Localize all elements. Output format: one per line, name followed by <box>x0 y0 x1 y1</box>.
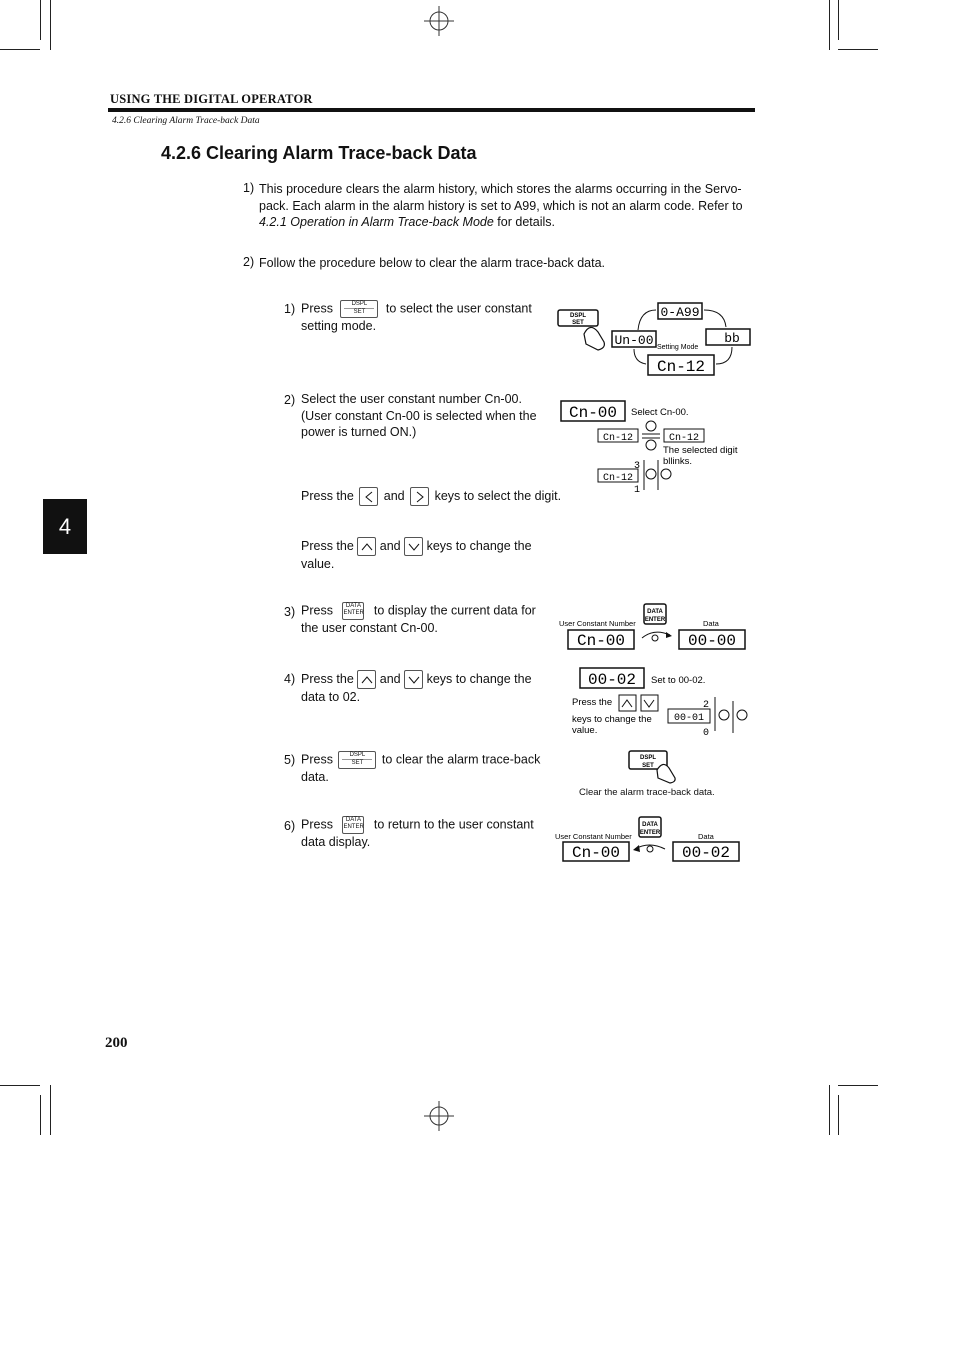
step-number: 5) <box>284 753 296 767</box>
figure-caption: Set to 00-02. <box>651 675 706 686</box>
step-number: 3) <box>284 605 296 619</box>
header-rule <box>108 108 755 112</box>
key-label: DATA <box>345 817 361 823</box>
text-line: data display. <box>301 835 371 849</box>
text: to display the current data for <box>373 603 536 618</box>
display-value: Cn-00 <box>568 404 618 422</box>
figure-caption: Press the <box>572 697 613 708</box>
key-label: DSPL <box>349 752 366 758</box>
crop-mark <box>838 1095 839 1135</box>
intro-number: 2) <box>243 255 255 269</box>
step-5-text <box>301 751 541 786</box>
text-line: setting mode. <box>301 319 377 333</box>
figure-label: Data <box>698 832 714 841</box>
key-label: DSPL <box>569 313 587 319</box>
display-value: Cn-00 <box>571 844 621 862</box>
display-value: Cn-12 <box>602 433 634 444</box>
figure-label: User Constant Number <box>555 832 632 841</box>
figure-caption: The selected digit <box>663 445 738 456</box>
figure-caption: bllinks. <box>663 456 693 467</box>
display-value: Cn-12 <box>656 358 706 376</box>
down-arrow-key-icon <box>404 670 423 689</box>
key-label: SET <box>642 763 654 769</box>
intro-number: 1) <box>243 181 255 195</box>
display-value: Cn-12 <box>602 473 634 484</box>
step-2a-text <box>301 487 561 506</box>
key-label: DATA <box>642 822 658 828</box>
dspl-set-key <box>338 751 376 769</box>
text-line: This procedure clears the alarm history, which stores the alarms occurring in the Servo- <box>259 182 742 196</box>
text: Press <box>301 603 333 618</box>
digit-down: 0 <box>703 728 710 737</box>
step-2-text <box>301 391 541 441</box>
figure-press-dspl <box>625 748 685 784</box>
registration-mark <box>424 1101 454 1131</box>
key-label: ENTER <box>639 830 661 836</box>
data-enter-key <box>342 602 364 620</box>
text: and <box>383 488 405 503</box>
figure-display-data <box>556 602 751 652</box>
text-tail: for details. <box>493 215 555 229</box>
text: to return to the user constant <box>373 817 534 832</box>
step-1-text <box>301 300 541 335</box>
digit-up: 3 <box>634 461 641 472</box>
figure-caption: keys to change the <box>572 714 652 725</box>
text-line <box>259 214 759 231</box>
figure-caption: Setting Mode <box>657 344 699 351</box>
crop-mark <box>829 0 830 50</box>
display-value: 00-00 <box>687 632 737 650</box>
data-enter-key <box>342 816 364 834</box>
crop-mark <box>50 0 51 50</box>
intro-paragraph-1 <box>259 181 759 231</box>
crop-mark <box>838 1085 878 1086</box>
display-value: 0-A99 <box>660 305 700 320</box>
cross-reference: 4.2.1 Operation in Alarm Trace-back Mode <box>259 215 494 229</box>
text-line: (User constant Cn-00 is selected when the <box>301 408 537 423</box>
text: and <box>379 538 401 553</box>
up-arrow-key-icon <box>357 670 376 689</box>
crop-mark <box>50 1085 51 1135</box>
down-arrow-key-icon <box>404 537 423 556</box>
right-arrow-key-icon <box>410 487 429 506</box>
display-value: 00-01 <box>673 713 705 724</box>
crop-mark <box>40 1095 41 1135</box>
text-line: data. <box>301 770 329 784</box>
figure-return-display <box>553 815 748 865</box>
key-label: DATA <box>345 603 361 609</box>
section-title: 4.2.6 Clearing Alarm Trace-back Data <box>161 143 477 163</box>
left-arrow-key-icon <box>359 487 378 506</box>
dspl-set-key <box>340 300 378 318</box>
figure-select-cn00 <box>558 398 753 498</box>
step-3-text <box>301 602 541 637</box>
crop-mark <box>40 0 41 40</box>
figure-set-0002 <box>570 665 755 737</box>
figure-caption: Clear the alarm trace-back data. <box>579 787 715 798</box>
text: Press <box>301 817 333 832</box>
key-label: DSPL <box>639 755 657 761</box>
crop-mark <box>0 49 40 50</box>
display-value: Un-00 <box>614 333 654 348</box>
step-6-text <box>301 816 541 851</box>
registration-mark <box>424 6 454 36</box>
text: to select the user constant <box>385 301 532 316</box>
crop-mark <box>829 1085 830 1135</box>
page-number: 200 <box>105 1035 128 1051</box>
text: Press the <box>301 538 354 553</box>
step-number: 2) <box>284 393 296 407</box>
text-line: value. <box>301 557 335 571</box>
text: keys to change the <box>426 671 532 686</box>
key-label: ENTER <box>343 610 364 616</box>
text-line: Select the user constant number Cn-00. <box>301 392 522 406</box>
crop-mark <box>838 49 878 50</box>
crop-mark <box>838 0 839 40</box>
step-4-text <box>301 670 541 706</box>
crop-mark <box>0 1085 40 1086</box>
text-line: the user constant Cn-00. <box>301 621 438 635</box>
up-arrow-key-icon <box>357 537 376 556</box>
key-label: ENTER <box>644 617 666 623</box>
key-label: DATA <box>647 609 663 615</box>
step-number: 1) <box>284 302 296 316</box>
text: and <box>379 671 401 686</box>
display-value: 00-02 <box>587 671 637 689</box>
text: Press the <box>301 671 354 686</box>
digit-down: 1 <box>634 485 641 496</box>
key-label: DSPL <box>351 301 368 307</box>
text-line: data to 02. <box>301 690 361 704</box>
text: keys to select the digit. <box>434 488 562 503</box>
intro-paragraph-2: Follow the procedure below to clear the alarm trace-back data. <box>259 256 606 270</box>
step-number: 6) <box>284 819 296 833</box>
step-2b-text <box>301 537 541 573</box>
text: Press <box>301 752 333 767</box>
figure-caption: Select Cn-00. <box>631 407 689 418</box>
figure-label: User Constant Number <box>559 619 636 628</box>
display-value: bb <box>724 331 740 346</box>
key-label: SET <box>351 760 364 766</box>
key-label: ENTER <box>343 824 364 830</box>
text-line: power is turned ON.) <box>301 425 417 439</box>
display-value: 00-02 <box>681 844 731 862</box>
figure-setting-mode <box>556 300 756 380</box>
text: keys to change the <box>426 538 532 553</box>
text: to clear the alarm trace-back <box>381 752 541 767</box>
chapter-tab: 4 <box>43 499 87 554</box>
text: Press <box>301 301 333 316</box>
text: Press the <box>301 488 354 503</box>
running-subheader: 4.2.6 Clearing Alarm Trace-back Data <box>112 116 260 126</box>
step-number: 4) <box>284 672 296 686</box>
display-value: Cn-00 <box>576 632 626 650</box>
running-header: USING THE DIGITAL OPERATOR <box>110 92 313 106</box>
key-label: SET <box>353 309 366 315</box>
figure-caption: value. <box>572 725 598 736</box>
text-line: pack. Each alarm in the alarm history is set to A99, which is not an alarm code. Refer to <box>259 198 743 213</box>
digit-up: 2 <box>703 700 710 711</box>
figure-label: Data <box>703 619 719 628</box>
key-label: SET <box>572 320 584 326</box>
display-value: Cn-12 <box>668 433 700 444</box>
